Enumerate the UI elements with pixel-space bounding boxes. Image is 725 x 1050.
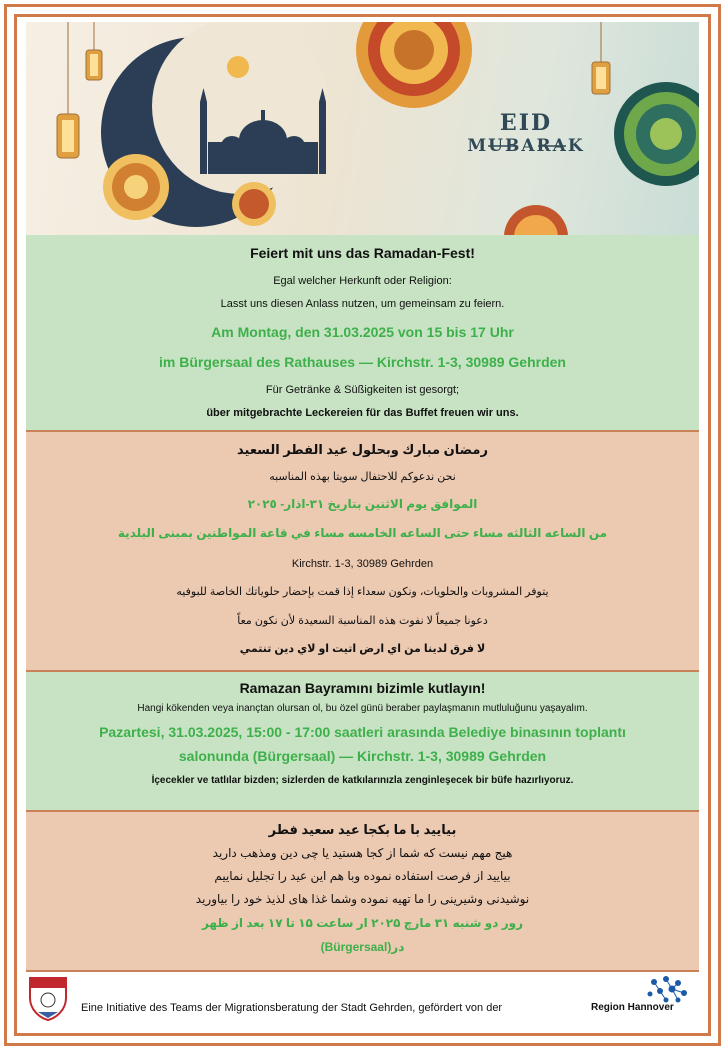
turkish-section: [26, 672, 699, 812]
eid-mubarak-title: [446, 110, 606, 156]
german-line-4: über mitgebrachte Leckereien für das Buffet freuen wir uns.: [206, 407, 519, 419]
arabic-line-4: لا فرق لدينا من اي ارض اتيت او لاي دين تنتمي: [239, 643, 486, 655]
gehrden-crest-icon: [28, 976, 68, 1022]
persian-title: بیایید با ما بکجا عید سعید فطر: [268, 822, 457, 837]
turkish-date-line-2: salonunda (Bürgersaal) — Kirchstr. 1-3, 30989 Gehrden: [178, 748, 547, 764]
arabic-time-place: من الساعه الثالثه مساء حتى الساعه الخامسه مساء في قاعة المواطنين بمبنى البلدية: [117, 526, 608, 540]
persian-line-1: هیج مهم نیست که شما از کجا هستید یا چی دین ومذهب دارید: [212, 846, 513, 860]
mubarak-word: MUBARAK: [467, 136, 585, 156]
german-title: Feiert mit uns das Ramadan-Fest!: [250, 245, 475, 261]
eid-banner: [26, 22, 699, 237]
eid-word: EID: [499, 110, 553, 136]
ornament-small-icon: [227, 56, 249, 78]
persian-date: رور دو شنبه ۳۱ مارچ ۲۰۲۵ ار ساعت ۱۵ تا ۱۷ بعد از ظهر: [201, 916, 524, 930]
turkish-date-line-1: Pazartesi, 31.03.2025, 15:00 - 17:00 saatleri arasında Belediye binasının toplantı: [99, 724, 626, 740]
turkish-line-2: İçecekler ve tatlılar bizden; sizlerden de katkılarınızla zenginleşecek bir büfe hazırlıyoruz.: [151, 775, 574, 786]
arabic-line-1: نحن ندعوكم للاحتفال سويتا بهذه المناسبه: [269, 471, 456, 483]
flyer: [26, 22, 699, 1026]
persian-line-2: بیایید از فرصت استفاده نموده وبا هم این عید را تجلیل نماییم: [214, 869, 511, 883]
german-date: Am Montag, den 31.03.2025 von 15 bis 17 Uhr: [211, 324, 514, 340]
region-hannover-label: Region Hannover: [591, 1002, 674, 1013]
footer-text: Eine Initiative des Teams der Migrationsberatung der Stadt Gehrden, gefördert von der: [81, 1002, 503, 1014]
region-hannover-logo-icon: [644, 974, 694, 1004]
german-line-3: Für Getränke & Süßigkeiten ist gesorgt;: [265, 384, 460, 396]
persian-place: در(Bürgersaal): [320, 940, 405, 954]
lantern-small-icon: [86, 22, 102, 80]
german-place: im Bürgersaal des Rathauses — Kirchstr. 1-3, 30989 Gehrden: [159, 354, 566, 370]
footer: [26, 972, 699, 1026]
arabic-date: الموافق يوم الاثنين بتاريخ ٣١-اذار- ٢٠٢٥: [247, 497, 478, 511]
turkish-line-1: Hangi kökenden veya inançtan olursan ol, bu özel günü beraber paylaşmanın mutluluğunu yaşayalım.: [137, 703, 588, 714]
german-line-1: Egal welcher Herkunft oder Religion:: [273, 275, 452, 287]
german-section: [26, 235, 699, 432]
arabic-section: [26, 432, 699, 672]
persian-section: [26, 812, 699, 972]
persian-line-3: نوشیدنی وشیرینی را ما تهیه نموده وشما غذا های لذیذ خود را بیاورید: [195, 892, 530, 906]
arabic-address: Kirchstr. 1-3, 30989 Gehrden: [291, 558, 434, 570]
lantern-right-icon: [592, 22, 610, 94]
arabic-title: رمضان مبارك وبحلول عيد الفطر السعيد: [237, 442, 488, 457]
arabic-line-2: يتوفر المشروبات والحلويات، ونكون سعداء إذا قمت بإحضار حلوياتك الخاصة للبوفيه: [176, 586, 549, 598]
turkish-title: Ramazan Bayramını bizimle kutlayın!: [239, 680, 486, 696]
arabic-line-3: دعونا جميعاً لا نفوت هذه المناسبة السعيدة لأن نكون معاً: [237, 615, 488, 627]
lantern-left-icon: [57, 22, 79, 158]
german-line-2: Lasst uns diesen Anlass nutzen, um gemeinsam zu feiern.: [220, 298, 505, 310]
